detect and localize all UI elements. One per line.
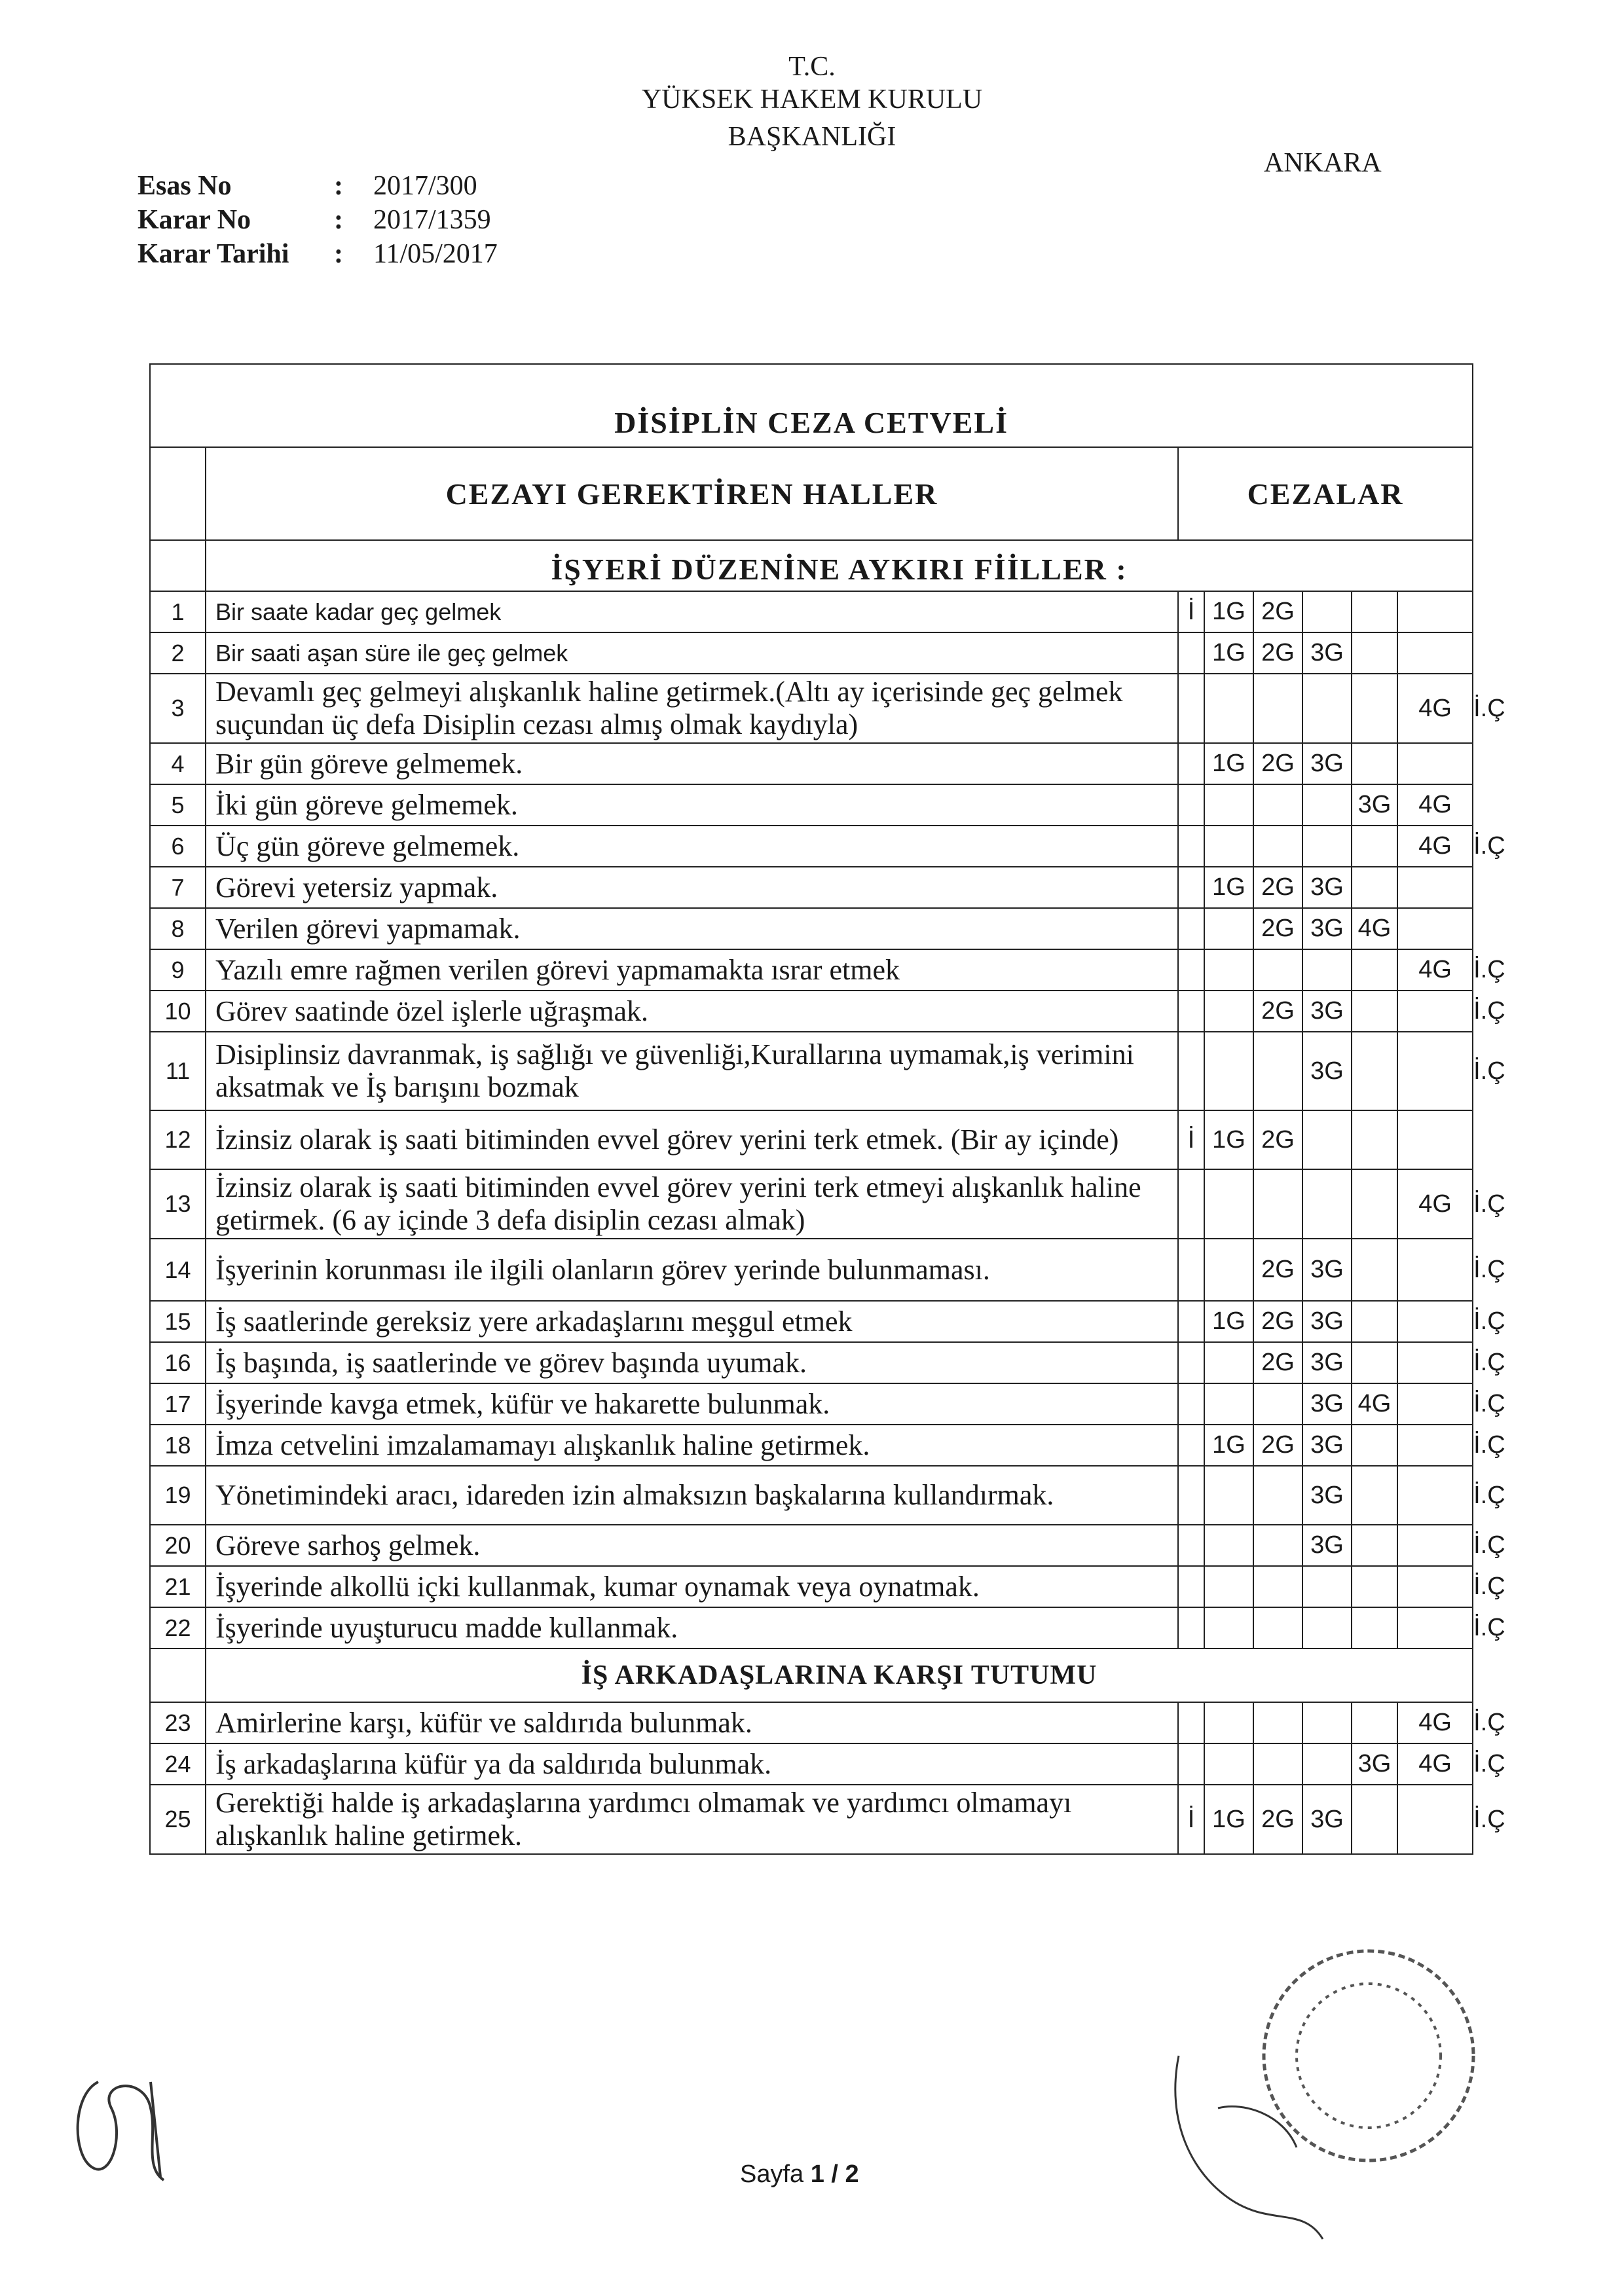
penalty-cell [1302, 1110, 1352, 1169]
row-number: 10 [150, 991, 206, 1032]
penalty-cell [1397, 908, 1473, 949]
row-number: 1 [150, 591, 206, 632]
penalty-cell: 3G [1302, 1239, 1352, 1301]
penalty-cell: 2G [1253, 743, 1302, 784]
penalty-table [149, 363, 1505, 1855]
penalty-cell [1397, 867, 1473, 908]
row-number: 12 [150, 1110, 206, 1169]
penalty-cell [1397, 991, 1473, 1032]
penalty-cell [1352, 826, 1397, 867]
penalty-cell [1397, 1301, 1473, 1342]
penalty-cell [1204, 674, 1253, 743]
penalty-cell [1253, 1702, 1302, 1743]
case-description: Görev saatinde özel işlerle uğraşmak. [206, 991, 1178, 1032]
penalty-cell [1302, 1743, 1352, 1785]
row-number: 22 [150, 1607, 206, 1649]
case-description: Disiplinsiz davranmak, iş sağlığı ve güvenliği,Kurallarına uymamak,iş verimini aksatmak ve İş barışını bozmak [206, 1032, 1178, 1110]
penalty-cell [1204, 1032, 1253, 1110]
header-city: ANKARA [1264, 148, 1382, 178]
penalty-cell: 3G [1302, 743, 1352, 784]
penalty-cell [1253, 1566, 1302, 1607]
penalty-cell [1178, 632, 1204, 674]
case-description: Yönetimindeki aracı, idareden izin almaksızın başkalarına kullandırmak. [206, 1466, 1178, 1525]
penalty-cell [1352, 1032, 1397, 1110]
penalty-cell: 2G [1253, 632, 1302, 674]
penalty-cell: 3G [1302, 1342, 1352, 1383]
penalty-cell: 1G [1204, 632, 1253, 674]
table-row [150, 784, 1473, 826]
row-number: 8 [150, 908, 206, 949]
penalty-cell: 3G [1302, 991, 1352, 1032]
penalty-cell [1204, 1383, 1253, 1425]
penalty-cell [1397, 1425, 1473, 1466]
penalty-cell [1352, 1566, 1397, 1607]
penalty-cell: 1G [1204, 1785, 1253, 1854]
table-row [150, 591, 1473, 632]
case-description: İki gün göreve gelmemek. [206, 784, 1178, 826]
penalty-cell: 4G [1397, 1702, 1473, 1743]
penalty-cell: 3G [1302, 1525, 1352, 1566]
section-blank-cell [150, 1649, 206, 1702]
penalty-cell [1178, 1342, 1204, 1383]
meta-separator: : [334, 171, 343, 201]
penalty-cell [1178, 867, 1204, 908]
table-row: 15 İş saatlerinde gereksiz yere arkadaşlarını meşgul etmek 1G 2G 3G İ.Ç [150, 1301, 1473, 1342]
penalty-cell [1397, 632, 1473, 674]
penalty-cell [1204, 1525, 1253, 1566]
penalty-cell [1178, 949, 1204, 991]
case-description: Gerektiği halde iş arkadaşlarına yardımcı olmamak ve yardımcı olmamayı alışkanlık haline getirmek. [206, 1785, 1178, 1854]
penalty-cell [1302, 674, 1352, 743]
row-number: 4 [150, 743, 206, 784]
penalty-cell [1397, 1785, 1473, 1854]
case-description: Görevi yetersiz yapmak. [206, 867, 1178, 908]
section-blank-cell [150, 540, 206, 591]
penalty-cell [1397, 743, 1473, 784]
penalty-cell [1204, 991, 1253, 1032]
section-title-workplace: İŞYERİ DÜZENİNE AYKIRI FİİLLER : [206, 540, 1473, 591]
table-row [150, 867, 1473, 908]
penalty-cell: 4G [1397, 1169, 1473, 1239]
penalty-cell [1253, 784, 1302, 826]
meta-value: 2017/300 [373, 171, 477, 201]
penalty-cell: 3G [1302, 1466, 1352, 1525]
penalty-cell: İ [1178, 1110, 1204, 1169]
penalty-cell [1352, 1607, 1397, 1649]
penalty-cell [1397, 1342, 1473, 1383]
meta-label: Esas No [138, 171, 232, 201]
table-row: 11 Disiplinsiz davranmak, iş sağlığı ve güvenliği,Kurallarına uymamak,iş verimini aksatmak ve İş barışını bozmak 3G İ.Ç [150, 1032, 1473, 1110]
penalty-cell: 4G [1352, 908, 1397, 949]
signature [1153, 2043, 1362, 2265]
table-row: 17 İşyerinde kavga etmek, küfür ve hakarette bulunmak. 3G 4G İ.Ç [150, 1383, 1473, 1425]
row-number: 9 [150, 949, 206, 991]
row-number: 20 [150, 1525, 206, 1566]
penalty-cell [1302, 1702, 1352, 1743]
column-header-penalties: CEZALAR [1178, 447, 1473, 540]
case-description: Verilen görevi yapmamak. [206, 908, 1178, 949]
penalty-cell [1302, 784, 1352, 826]
row-number: 15 [150, 1301, 206, 1342]
penalty-cell [1397, 1466, 1473, 1525]
penalty-cell [1178, 1566, 1204, 1607]
section-row [150, 540, 1473, 591]
penalty-cell: 3G [1302, 1425, 1352, 1466]
table-row: 14 İşyerinin korunması ile ilgili olanların görev yerinde bulunmaması. 2G 3G İ.Ç [150, 1239, 1473, 1301]
table-row [150, 743, 1473, 784]
table-row: 16 İş başında, iş saatlerinde ve görev başında uyumak. 2G 3G İ.Ç [150, 1342, 1473, 1383]
section-row [150, 1649, 1473, 1702]
case-description: Amirlerine karşı, küfür ve saldırıda bulunmak. [206, 1702, 1178, 1743]
penalty-cell [1178, 908, 1204, 949]
meta-karar-tarihi [138, 238, 498, 270]
page-footer [740, 2160, 859, 2189]
penalty-cell [1204, 826, 1253, 867]
penalty-cell: 2G [1253, 1301, 1302, 1342]
penalty-cell: 3G [1302, 867, 1352, 908]
penalty-cell [1397, 1607, 1473, 1649]
penalty-cell: 3G [1302, 1785, 1352, 1854]
penalty-cell [1178, 743, 1204, 784]
penalty-cell: 3G [1302, 1383, 1352, 1425]
penalty-cell: İ [1178, 591, 1204, 632]
penalty-cell: 1G [1204, 1301, 1253, 1342]
penalty-cell: 4G [1397, 949, 1473, 991]
penalty-cell [1253, 1169, 1302, 1239]
penalty-cell [1178, 1466, 1204, 1525]
penalty-cell [1253, 826, 1302, 867]
penalty-cell [1178, 1301, 1204, 1342]
table-row: 13 İzinsiz olarak iş saati bitiminden evvel görev yerini terk etmeyi alışkanlık haline getirmek. (6 ay içinde 3 defa disiplin cezası almak) 4G İ.Ç [150, 1169, 1473, 1239]
table-row: 21 İşyerinde alkollü içki kullanmak, kumar oynamak veya oynatmak. İ.Ç [150, 1566, 1473, 1607]
penalty-cell [1204, 1607, 1253, 1649]
penalty-cell [1352, 1169, 1397, 1239]
table-row: 20 Göreve sarhoş gelmek. 3G İ.Ç [150, 1525, 1473, 1566]
meta-separator: : [334, 239, 343, 269]
table-row [150, 908, 1473, 949]
penalty-cell [1397, 1525, 1473, 1566]
table-row: 9 Yazılı emre rağmen verilen görevi yapmamakta ısrar etmek 4G İ.Ç [150, 949, 1473, 991]
penalty-cell [1253, 1743, 1302, 1785]
table-row: 3 Devamlı geç gelmeyi alışkanlık haline getirmek.(Altı ay içerisinde geç gelmek suçundan üç defa Disiplin cezası almış olmak kaydıyla) 4G İ.Ç [150, 674, 1473, 743]
row-number: 14 [150, 1239, 206, 1301]
meta-separator: : [334, 205, 343, 235]
penalty-cell [1204, 908, 1253, 949]
penalty-cell [1397, 1032, 1473, 1110]
footer-prefix: Sayfa [740, 2160, 804, 2188]
table-row: 24 İş arkadaşlarına küfür ya da saldırıda bulunmak. 3G 4G İ.Ç [150, 1743, 1473, 1785]
meta-label: Karar No [138, 205, 251, 235]
penalty-cell: 3G [1302, 1301, 1352, 1342]
penalty-cell: 4G [1397, 784, 1473, 826]
penalty-cell [1352, 674, 1397, 743]
penalty-table-container [149, 363, 1505, 2131]
penalty-cell [1397, 1566, 1473, 1607]
penalty-cell [1253, 1466, 1302, 1525]
penalty-cell [1302, 1566, 1352, 1607]
penalty-cell: 4G [1397, 826, 1473, 867]
row-number: 2 [150, 632, 206, 674]
case-description: İzinsiz olarak iş saati bitiminden evvel görev yerini terk etmeyi alışkanlık haline getirmek. (6 ay içinde 3 defa disiplin cezası almak) [206, 1169, 1178, 1239]
penalty-cell [1352, 867, 1397, 908]
row-number: 16 [150, 1342, 206, 1383]
penalty-cell: 2G [1253, 1342, 1302, 1383]
penalty-cell [1253, 1607, 1302, 1649]
case-description: Üç gün göreve gelmemek. [206, 826, 1178, 867]
penalty-cell [1178, 1032, 1204, 1110]
column-header-cases: CEZAYI GEREKTİREN HALLER [206, 447, 1178, 540]
case-description: İşyerinde uyuşturucu madde kullanmak. [206, 1607, 1178, 1649]
table-header-row [150, 447, 1473, 540]
penalty-cell: 3G [1302, 1032, 1352, 1110]
case-description: İş arkadaşlarına küfür ya da saldırıda bulunmak. [206, 1743, 1178, 1785]
row-number: 11 [150, 1032, 206, 1110]
penalty-cell [1204, 1342, 1253, 1383]
penalty-cell [1204, 1743, 1253, 1785]
penalty-cell: 1G [1204, 591, 1253, 632]
penalty-cell: 4G [1397, 674, 1473, 743]
penalty-cell [1204, 1466, 1253, 1525]
penalty-cell: 3G [1302, 908, 1352, 949]
penalty-cell [1397, 1383, 1473, 1425]
penalty-cell [1352, 1342, 1397, 1383]
penalty-cell [1178, 1702, 1204, 1743]
penalty-cell [1352, 1110, 1397, 1169]
table-title: DİSİPLİN CEZA CETVELİ [150, 364, 1473, 447]
case-description: İzinsiz olarak iş saati bitiminden evvel görev yerini terk etmek. (Bir ay içinde) [206, 1110, 1178, 1169]
penalty-cell [1302, 1169, 1352, 1239]
penalty-cell: 4G [1352, 1383, 1397, 1425]
case-description: Bir saati aşan süre ile geç gelmek [206, 632, 1178, 674]
penalty-cell [1352, 1466, 1397, 1525]
row-number: 21 [150, 1566, 206, 1607]
header-country: T.C. [788, 52, 836, 82]
penalty-cell: 1G [1204, 1425, 1253, 1466]
case-description: İşyerinde alkollü içki kullanmak, kumar oynamak veya oynatmak. [206, 1566, 1178, 1607]
penalty-cell: 2G [1253, 1425, 1302, 1466]
case-description: Devamlı geç gelmeyi alışkanlık haline getirmek.(Altı ay içerisinde geç gelmek suçundan üç defa Disiplin cezası almış olmak kaydıyla) [206, 674, 1178, 743]
penalty-cell: 2G [1253, 591, 1302, 632]
penalty-cell: 1G [1204, 743, 1253, 784]
penalty-cell [1178, 784, 1204, 826]
row-number: 3 [150, 674, 206, 743]
penalty-cell [1352, 1525, 1397, 1566]
penalty-cell [1178, 991, 1204, 1032]
penalty-cell [1352, 743, 1397, 784]
table-row: 10 Görev saatinde özel işlerle uğraşmak. 2G 3G İ.Ç [150, 991, 1473, 1032]
table-title-row [150, 364, 1473, 447]
table-row [150, 632, 1473, 674]
penalty-cell [1253, 1525, 1302, 1566]
penalty-cell [1178, 1383, 1204, 1425]
section-title-colleagues: İŞ ARKADAŞLARINA KARŞI TUTUMU [206, 1649, 1473, 1702]
row-number: 5 [150, 784, 206, 826]
penalty-cell [1178, 1525, 1204, 1566]
row-number: 24 [150, 1743, 206, 1785]
penalty-cell: 2G [1253, 1110, 1302, 1169]
penalty-cell [1397, 1110, 1473, 1169]
row-number: 25 [150, 1785, 206, 1854]
handwritten-annotation [52, 2056, 210, 2187]
penalty-cell [1204, 949, 1253, 991]
penalty-cell [1397, 591, 1473, 632]
penalty-cell [1253, 949, 1302, 991]
penalty-cell [1178, 1169, 1204, 1239]
penalty-cell [1253, 1032, 1302, 1110]
penalty-cell [1253, 1383, 1302, 1425]
table-row: 25 Gerektiği halde iş arkadaşlarına yardımcı olmamak ve yardımcı olmamayı alışkanlık haline getirmek. İ 1G 2G 3G İ.Ç [150, 1785, 1473, 1854]
table-row: 22 İşyerinde uyuşturucu madde kullanmak. İ.Ç [150, 1607, 1473, 1649]
penalty-cell [1352, 632, 1397, 674]
penalty-cell: İ [1178, 1785, 1204, 1854]
penalty-cell [1352, 1301, 1397, 1342]
table-row: 19 Yönetimindeki aracı, idareden izin almaksızın başkalarına kullandırmak. 3G İ.Ç [150, 1466, 1473, 1525]
penalty-cell [1352, 1425, 1397, 1466]
row-number: 19 [150, 1466, 206, 1525]
table-row: 6 Üç gün göreve gelmemek. 4G İ.Ç [150, 826, 1473, 867]
header-institution: YÜKSEK HAKEM KURULU [641, 84, 983, 115]
meta-esas-no [138, 170, 477, 202]
penalty-cell: 2G [1253, 908, 1302, 949]
row-number: 17 [150, 1383, 206, 1425]
case-description: İş saatlerinde gereksiz yere arkadaşlarını meşgul etmek [206, 1301, 1178, 1342]
penalty-cell [1302, 1607, 1352, 1649]
penalty-cell: 2G [1253, 867, 1302, 908]
row-number: 13 [150, 1169, 206, 1239]
meta-value: 2017/1359 [373, 205, 491, 235]
row-number: 7 [150, 867, 206, 908]
case-description: İş başında, iş saatlerinde ve görev başında uyumak. [206, 1342, 1178, 1383]
case-description: Yazılı emre rağmen verilen görevi yapmamakta ısrar etmek [206, 949, 1178, 991]
penalty-cell [1204, 1169, 1253, 1239]
table-row [150, 1110, 1473, 1169]
penalty-cell [1178, 1743, 1204, 1785]
row-number: 23 [150, 1702, 206, 1743]
case-description: İşyerinin korunması ile ilgili olanların görev yerinde bulunmaması. [206, 1239, 1178, 1301]
penalty-cell: 3G [1352, 1743, 1397, 1785]
case-description: Bir saate kadar geç gelmek [206, 591, 1178, 632]
table-row: 23 Amirlerine karşı, küfür ve saldırıda bulunmak. 4G İ.Ç [150, 1702, 1473, 1743]
penalty-cell [1253, 674, 1302, 743]
penalty-cell [1204, 784, 1253, 826]
penalty-cell: 1G [1204, 867, 1253, 908]
penalty-cell: 3G [1352, 784, 1397, 826]
penalty-cell [1352, 591, 1397, 632]
row-number: 18 [150, 1425, 206, 1466]
case-description: Bir gün göreve gelmemek. [206, 743, 1178, 784]
penalty-cell [1204, 1239, 1253, 1301]
penalty-cell [1352, 1239, 1397, 1301]
penalty-cell [1302, 949, 1352, 991]
penalty-cell [1397, 1239, 1473, 1301]
penalty-cell [1178, 1607, 1204, 1649]
case-description: İmza cetvelini imzalamamayı alışkanlık haline getirmek. [206, 1425, 1178, 1466]
penalty-cell [1352, 1785, 1397, 1854]
penalty-cell: 2G [1253, 991, 1302, 1032]
table-row: 18 İmza cetvelini imzalamamayı alışkanlık haline getirmek. 1G 2G 3G İ.Ç [150, 1425, 1473, 1466]
penalty-cell [1178, 674, 1204, 743]
row-number: 6 [150, 826, 206, 867]
meta-value: 11/05/2017 [373, 239, 498, 269]
penalty-cell: 2G [1253, 1239, 1302, 1301]
penalty-cell: 1G [1204, 1110, 1253, 1169]
penalty-cell [1178, 1239, 1204, 1301]
footer-page-number: 1 / 2 [810, 2160, 859, 2188]
penalty-cell [1352, 1702, 1397, 1743]
penalty-cell [1178, 826, 1204, 867]
case-description: İşyerinde kavga etmek, küfür ve hakarette bulunmak. [206, 1383, 1178, 1425]
penalty-cell [1204, 1566, 1253, 1607]
penalty-cell: 4G [1397, 1743, 1473, 1785]
meta-label: Karar Tarihi [138, 239, 289, 269]
meta-karar-no [138, 204, 491, 236]
case-description: Göreve sarhoş gelmek. [206, 1525, 1178, 1566]
penalty-cell [1302, 591, 1352, 632]
penalty-cell: 2G [1253, 1785, 1302, 1854]
header-blank-cell [150, 447, 206, 540]
header-office: BAŞKANLIĞI [728, 122, 896, 152]
penalty-cell [1204, 1702, 1253, 1743]
penalty-cell: 3G [1302, 632, 1352, 674]
penalty-cell [1302, 826, 1352, 867]
penalty-cell [1352, 949, 1397, 991]
penalty-cell [1352, 991, 1397, 1032]
penalty-cell [1178, 1425, 1204, 1466]
